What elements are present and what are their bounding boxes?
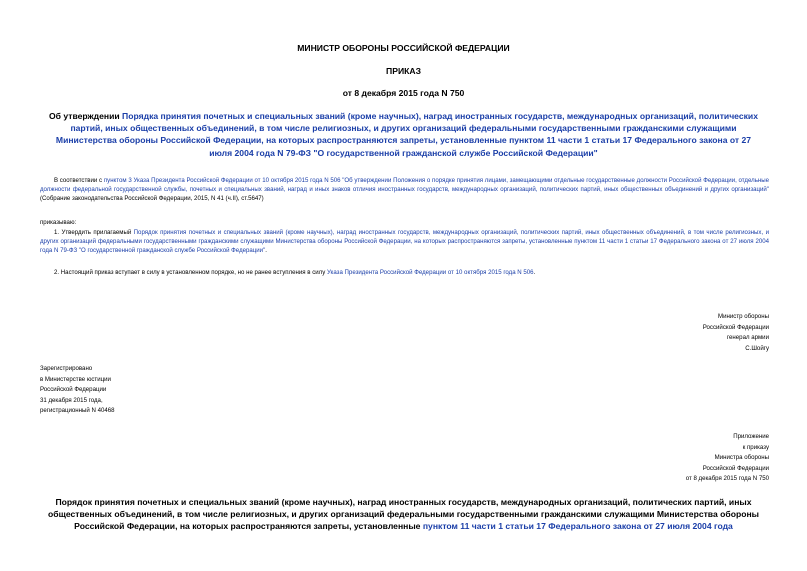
order-title-link[interactable]: Порядка принятия почетных и специальных званий (кроме научных), наград иностранных государств, международных организаций, политических партий, иных общественных объединений, в том числе религиозных, и других организаций федеральными государственными гражданскими служащими Министерства обороны Российской Федерации, на которых распространяются запреты, установленные пунктом 11 части 1 статьи 17 Федерального закона от 27 июля 2004 года N 79-ФЗ "О государственной гражданской службе Российской Федерации": [55, 111, 758, 158]
signature-block: [569, 312, 769, 354]
item-2-text-before: 2. Настоящий приказ вступает в силу в установленном порядке, но не ранее вступления в силу: [54, 269, 327, 276]
preamble-decree-link[interactable]: пунктом 3 Указа Президента Российской Федерации от 10 октября 2015 года N 506 "Об утверждении Положения о порядке принятия лицами, замещающими отдельные государственные должности Российской Федерации, отдельные должности федеральной государственной службы, почетных и специальных званий, наград и иных знаков отличия иностранных государств, международных организаций, политических партий, иных общественных объединений и других организаций": [40, 177, 769, 194]
procedure-title: [30, 496, 777, 533]
registration-line: 31 декабря 2015 года,: [40, 396, 103, 404]
order-title: [48, 110, 759, 159]
registration-line: Зарегистрировано: [40, 365, 93, 372]
item-1-text-after: .: [265, 247, 267, 255]
signature-line: Министр обороны: [718, 313, 769, 320]
document-type: ПРИКАЗ: [386, 66, 421, 76]
appendix-block: [569, 432, 769, 485]
order-title-prefix: Об утверждении: [49, 111, 123, 121]
signature-line: генерал армии: [726, 334, 769, 341]
registration-block: [40, 364, 240, 417]
item-2-decree-link[interactable]: Указа Президента Российской Федерации от 10 октября 2015 года N 506: [326, 269, 534, 276]
registration-line: Российской Федерации: [40, 386, 107, 393]
signature-line: Российской Федерации: [702, 323, 769, 331]
procedure-title-law-link[interactable]: пунктом 11 части 1 статьи 17 Федерального закона от 27 июля 2004 года: [422, 521, 733, 532]
registration-line: регистрационный N 40468: [40, 407, 115, 414]
appendix-line: Приложение: [733, 433, 769, 440]
appendix-line: Российской Федерации: [702, 464, 769, 472]
preamble-text-before: В соответствии с: [54, 177, 104, 184]
item-2-paragraph: [40, 268, 769, 277]
appendix-line: к приказу: [742, 443, 769, 451]
ministry-heading: МИНИСТР ОБОРОНЫ РОССИЙСКОЙ ФЕДЕРАЦИИ: [297, 43, 510, 53]
item-1-procedure-link[interactable]: Порядок принятия почетных и специальных званий (кроме научных), наград иностранных государств, международных организаций, политических партий, иных общественных объединений, в том числе религиозных, и других организаций федеральными государственными гражданскими служащими Министерства обороны Российской Федерации, на которых распространяются запреты, установленные пунктом 11 части 1 статьи 17 Федерального закона от 27 июля 2004 года N 79-ФЗ "О государственной гражданской службе Российской Федерации": [40, 229, 769, 255]
item-1-text-before: 1. Утвердить прилагаемый: [54, 229, 134, 236]
appendix-line: от 8 декабря 2015 года N 750: [685, 475, 769, 482]
procedure-title-text: Порядок принятия почетных и специальных званий (кроме научных), наград иностранных государств, международных организаций, политических партий, иных общественных объединений, в том числе религиозных, и других организаций федеральными государственными гражданскими служащими Министерства обороны Российской Федерации, на которых распространяются запреты, установленные: [48, 497, 759, 532]
registration-line: в Министерстве юстиции: [40, 375, 111, 383]
preamble-text-after: (Собрание законодательства Российской Федерации, 2015, N 41 (ч.II), ст.5647): [40, 195, 264, 203]
signature-line: С.Шойгу: [745, 344, 769, 352]
document-date-number: от 8 декабря 2015 года N 750: [342, 88, 465, 98]
item-2-text-after: .: [533, 269, 536, 276]
item-1-paragraph: [40, 228, 769, 256]
order-word: приказываю:: [40, 219, 77, 226]
preamble-paragraph: [40, 176, 769, 204]
appendix-line: Министра обороны: [714, 454, 769, 461]
